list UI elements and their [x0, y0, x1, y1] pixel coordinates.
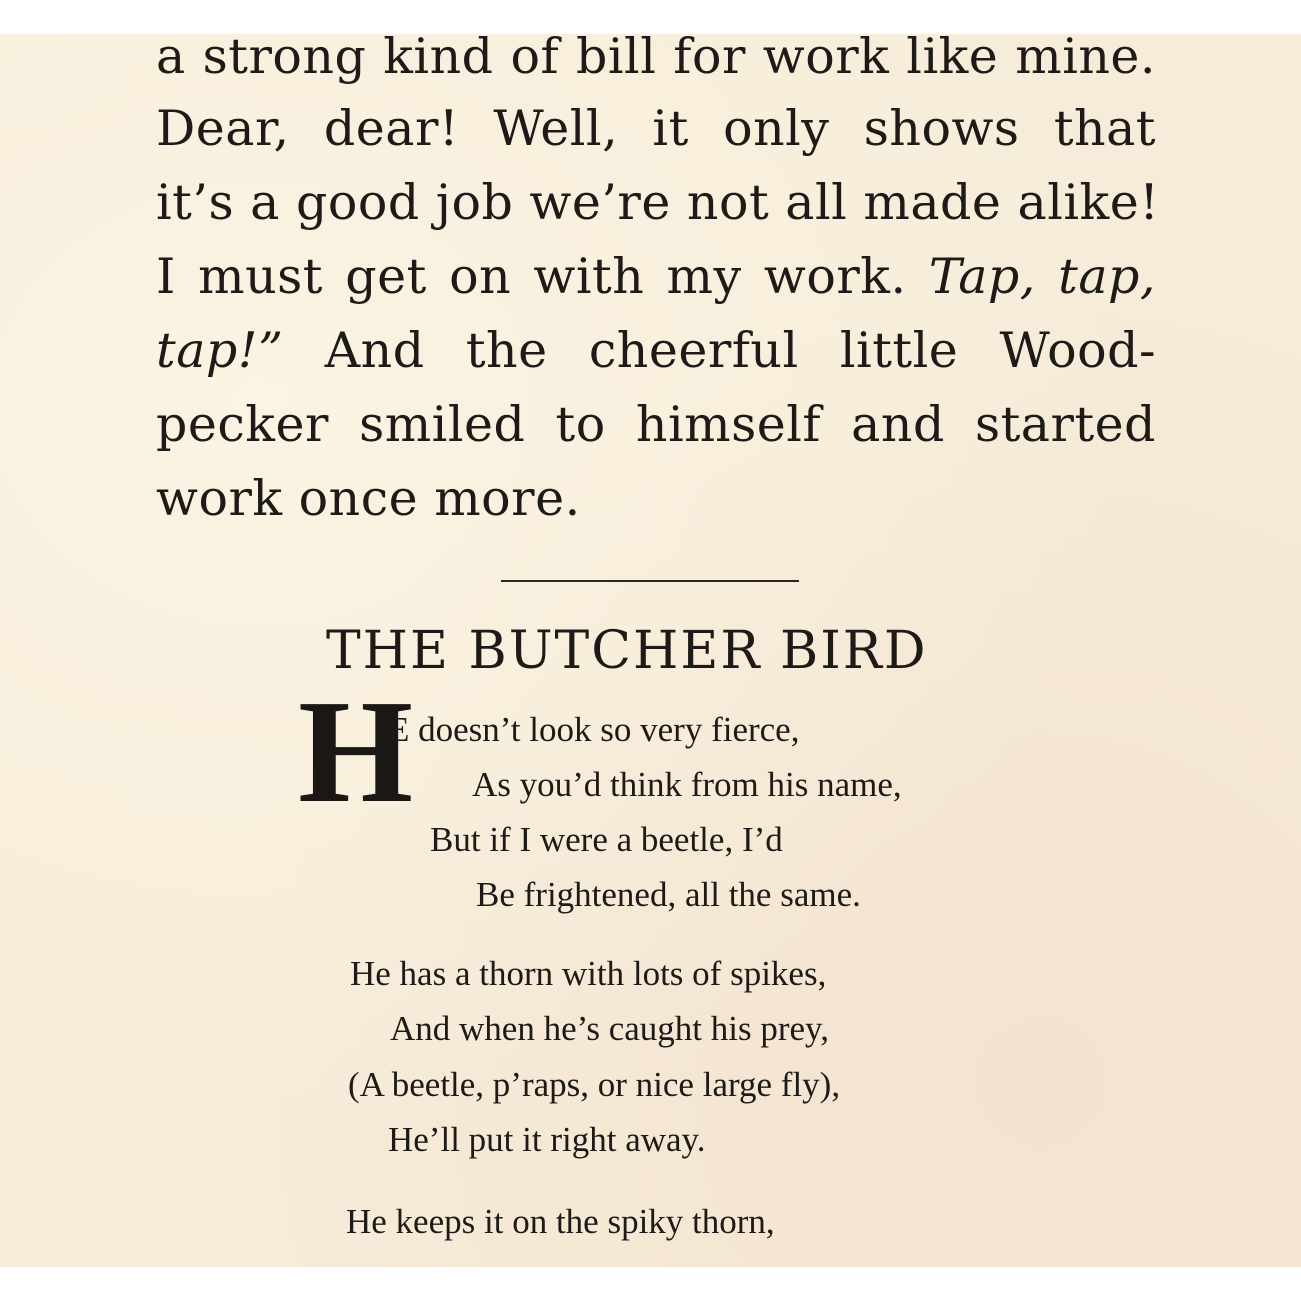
prose-text: And the cheerful little Wood- [324, 322, 1156, 379]
poem-line: He keeps it on the spiky thorn, [346, 1202, 775, 1241]
prose-italic-text: tap!” [156, 322, 284, 379]
poem-line: And when he’s caught his prey, [390, 1009, 830, 1048]
prose-line [156, 314, 1156, 388]
section-divider [501, 580, 799, 582]
prose-text: I must get on with my work. [156, 248, 907, 305]
prose-line: it’s a good job we’re not all made alike! [156, 174, 1160, 231]
prose-line: work once more. [156, 470, 581, 527]
poem-line: But if I were a beetle, I’d [430, 820, 783, 859]
poem-line: He has a thorn with lots of spikes, [350, 954, 827, 993]
poem-line: Be frightened, all the same. [476, 875, 861, 914]
poem-line: E doesn’t look so very fierce, [388, 710, 800, 749]
poem-line: He’ll put it right away. [388, 1120, 706, 1159]
prose-italic-text: Tap, tap, [928, 248, 1156, 305]
prose-line: a strong kind of bill for work like mine. [156, 34, 1156, 85]
poem-line: (A beetle, p’raps, or nice large fly), [348, 1065, 841, 1104]
prose-line: Dear, dear! Well, it only shows that [156, 100, 1156, 157]
prose-line: pecker smiled to himself and started [156, 396, 1156, 453]
poem-line: As you’d think from his name, [472, 765, 902, 804]
book-page [0, 34, 1301, 1267]
prose-line [156, 240, 1156, 314]
drop-cap: H [298, 670, 414, 834]
poem-title: THE BUTCHER BIRD [326, 621, 928, 681]
